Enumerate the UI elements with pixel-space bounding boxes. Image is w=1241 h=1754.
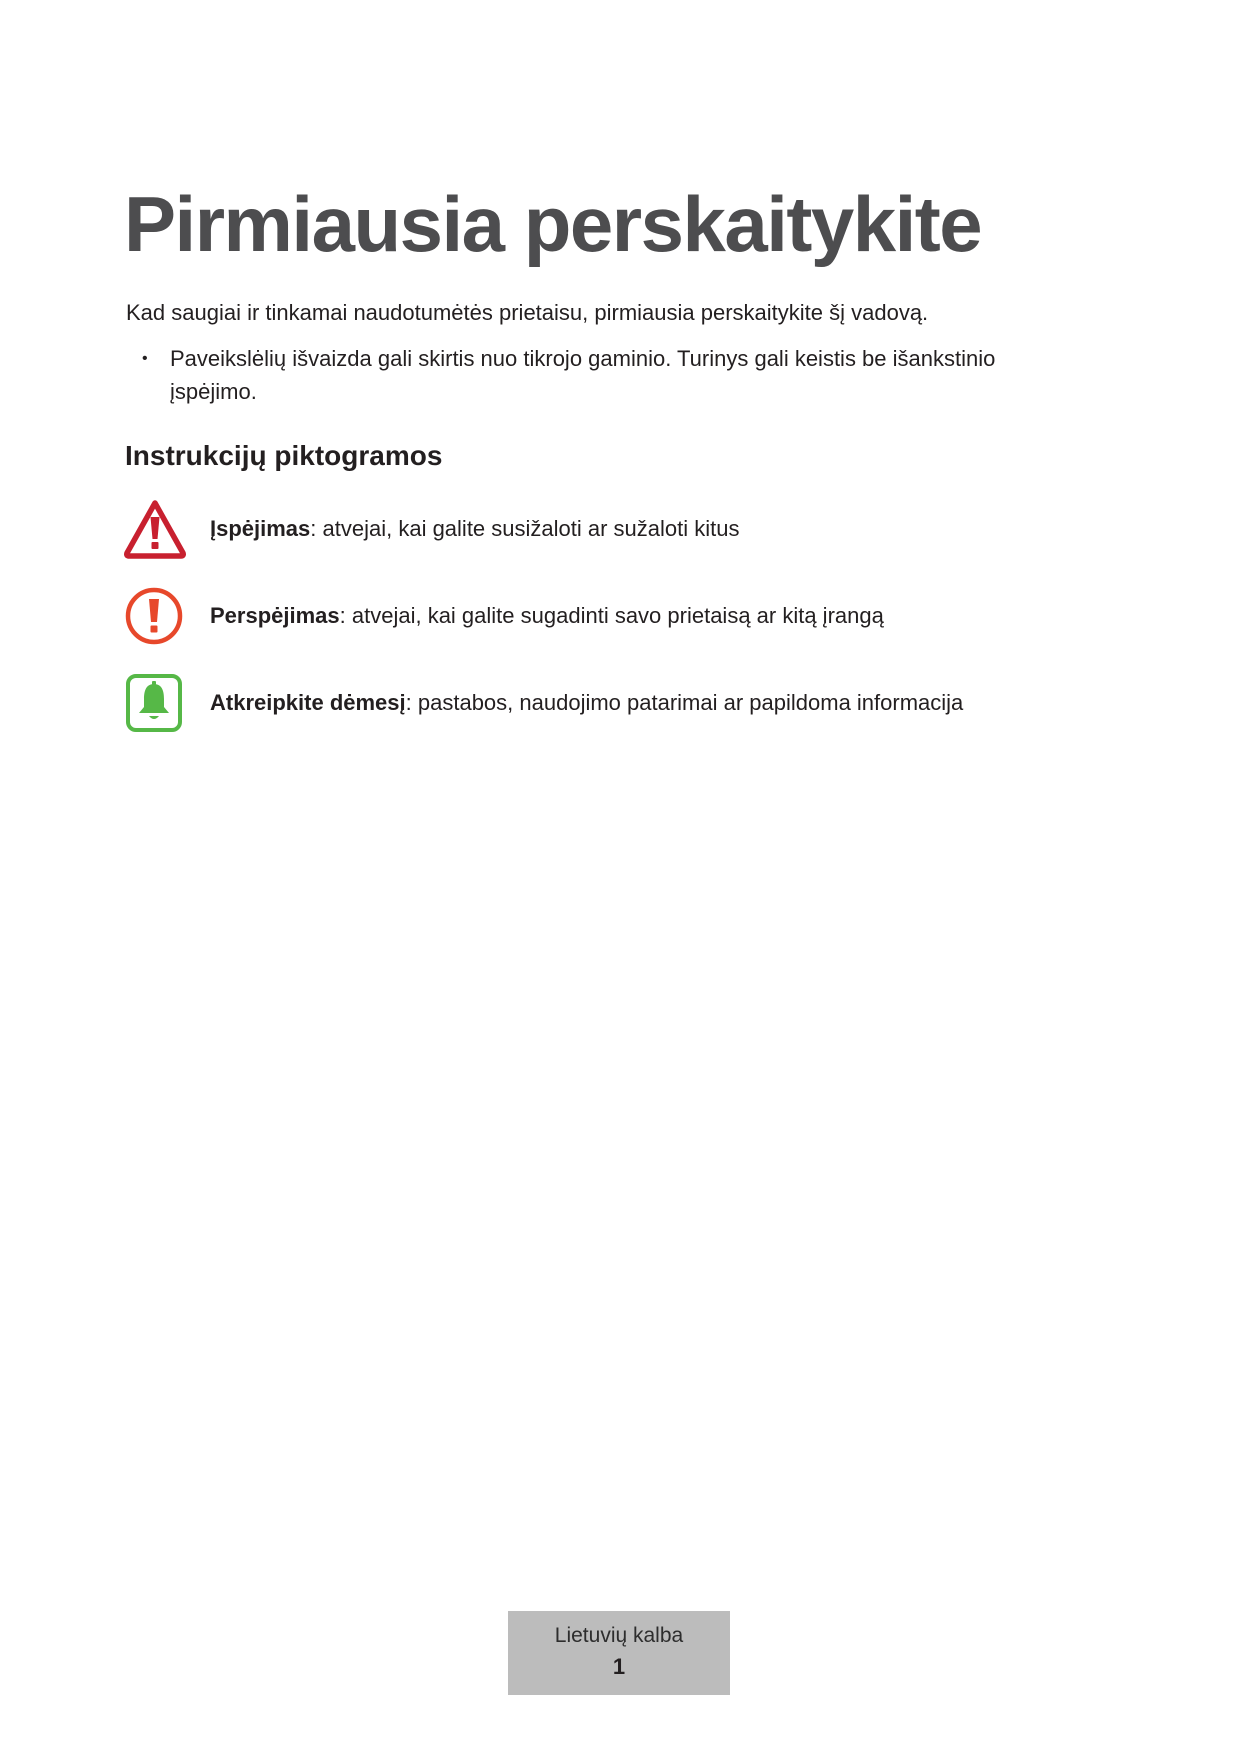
- page-footer: [508, 1611, 730, 1695]
- instruction-desc-caution: [210, 602, 884, 630]
- instruction-desc-warning: [210, 515, 740, 543]
- instruction-row-note: [124, 673, 1124, 733]
- bullet-text: Paveikslėlių išvaizda gali skirtis nuo tikrojo gaminio. Turinys gali keistis be išankstinio įspėjimo.: [170, 346, 996, 404]
- bullet-symbol: •: [142, 350, 148, 367]
- note-bell-icon: [124, 673, 186, 733]
- intro-text: Kad saugiai ir tinkamai naudotumėtės prietaisu, pirmiausia perskaitykite šį vadovą.: [126, 300, 929, 325]
- instruction-term: Atkreipkite dėmesį: [210, 690, 406, 715]
- instruction-separator: :: [310, 516, 317, 541]
- instruction-row-warning: [124, 499, 1124, 559]
- instruction-separator: :: [339, 603, 346, 628]
- bullet-list: [126, 342, 1056, 408]
- section-heading: Instrukcijų piktogramos: [125, 440, 443, 471]
- footer-language: Lietuvių kalba: [554, 1624, 684, 1647]
- list-item: [126, 342, 1056, 408]
- instruction-text: pastabos, naudojimo patarimai ar papildoma informacija: [411, 690, 964, 715]
- caution-circle-icon: [124, 586, 186, 646]
- instruction-desc-note: [210, 689, 963, 717]
- page-number: 1: [612, 1654, 626, 1679]
- instruction-row-caution: [124, 586, 1124, 646]
- instruction-text: atvejai, kai galite susižaloti ar sužaloti kitus: [316, 516, 740, 541]
- instruction-separator: :: [405, 690, 412, 715]
- instruction-text: atvejai, kai galite sugadinti savo prietaisą ar kitą įrangą: [345, 603, 884, 628]
- warning-triangle-icon: [124, 499, 186, 559]
- instruction-term: Įspėjimas: [210, 516, 311, 541]
- instruction-term: Perspėjimas: [210, 603, 340, 628]
- page-title: Pirmiausia perskaitykite: [124, 180, 982, 268]
